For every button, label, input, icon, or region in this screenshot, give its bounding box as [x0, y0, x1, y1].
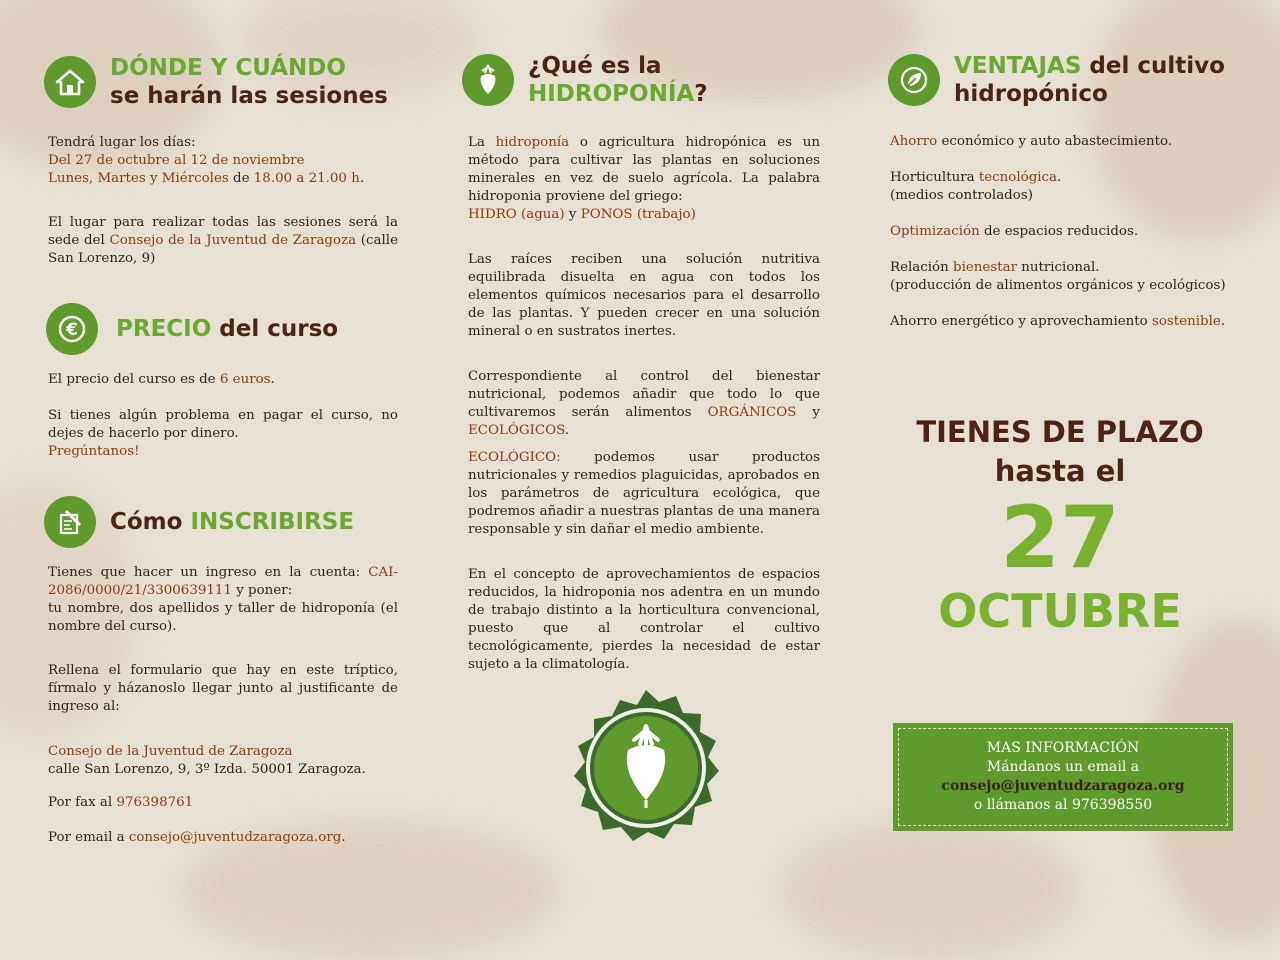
hid-p5: En el concepto de aprovechamientos de espacios reducidos, la hidroponia nos adentra en un mundo de trabajo distinto a la horticultura convencional, puesto que al controlar el cultivo tecnológicamente, pierdes la necesidad de estar sujeto a la climatología. [468, 567, 820, 672]
inscribirse-form [48, 662, 398, 716]
hid-ponos: PONOS (trabajo) [580, 207, 696, 222]
donde-place-org: Consejo de la Juventud de Zaragoza [109, 233, 357, 248]
v2-d: (medios controlados) [890, 188, 1033, 203]
precio-title-b: del curso [211, 316, 339, 342]
hid-p1-a: La [468, 135, 496, 150]
inscribirse-account [48, 564, 398, 636]
ventajas-heading [888, 52, 1225, 108]
hidroponia-ecologico [468, 449, 820, 539]
v5-b: sostenible [1152, 314, 1221, 329]
insc-p1-a: Tienes que hacer un ingreso en la cuenta: [48, 565, 369, 580]
insc-p1-d: tu nombre, dos apellidos y taller de hidroponía (el nombre del curso). [48, 601, 398, 634]
precio-p1-a: El precio del curso es de [48, 372, 220, 387]
hid-p3-e: . [564, 423, 570, 438]
hid-y: y [564, 207, 581, 222]
inscribirse-email [48, 829, 398, 847]
ventaja-3 [890, 223, 1230, 241]
donde-title-a: DÓNDE Y CUÁNDO [110, 55, 346, 81]
insc-p2: Rellena el formulario que hay en este tríptico, fírmalo y házanoslo llegar junto al justificante de ingreso al: [48, 663, 398, 714]
v3-b: de espacios reducidos. [979, 224, 1139, 239]
v4-b: bienestar [953, 260, 1017, 275]
info-phone: o llámanos al 976398550 [973, 797, 1153, 813]
email-link[interactable]: consejo@juventudzaragoza.org [128, 830, 342, 845]
info-email[interactable]: consejo@juventudzaragoza.org [941, 778, 1185, 794]
v1-b: económico y auto abastecimiento. [937, 134, 1173, 149]
radish-icon [462, 54, 514, 106]
ventaja-5 [890, 313, 1230, 331]
inscribirse-address [48, 743, 398, 779]
precio-help-text: Si tienes algún problema en pagar el curso, no dejes de hacerlo por dinero. [48, 408, 398, 441]
hid-p2: Las raíces reciben una solución nutritiva equilibrada disuelta en agua con todos los elementos químicos necesarios para el desarrollo de las plantas. Y pueden crecer en una solución mineral o en sustratos inertes. [468, 252, 820, 339]
hidroponia-title-b: HIDROPONÍA [528, 81, 695, 107]
precio-heading [46, 303, 338, 355]
donde-hours: 18.00 a 21.00 h [253, 171, 360, 186]
ventaja-1 [890, 133, 1230, 151]
house-icon [44, 56, 96, 108]
hidroponia-espacios [468, 566, 820, 674]
fax-number: 976398761 [116, 795, 194, 810]
insc-fax-label: Por fax al [48, 795, 117, 810]
donde-place-c: (calle San Lorenzo, 9) [48, 233, 398, 266]
hid-hidro: HIDRO (agua) [468, 207, 565, 222]
deadline-line1: TIENES DE PLAZO [916, 415, 1204, 449]
v5-a: Ahorro energético y aprovechamiento [890, 314, 1152, 329]
v1-a: Ahorro [890, 134, 938, 149]
hidroponia-control [468, 368, 820, 440]
donde-line2: Del 27 de octubre al 12 de noviembre [48, 153, 305, 168]
v4-d: (producción de alimentos orgánicos y ecológicos) [890, 278, 1226, 293]
bank-account: CAI-2086/0000/21/3300639111 [48, 565, 398, 598]
precio-ask: Pregúntanos! [48, 444, 140, 459]
insc-email-label: Por email a [48, 830, 129, 845]
hidroponia-title-c: ? [694, 81, 708, 107]
donde-dates [48, 134, 398, 188]
info-line2: Mándanos un email a [986, 759, 1140, 775]
precio-amount: 6 euros [219, 372, 271, 387]
donde-place-a: El lugar para realizar todas las sesiones será la sede del [48, 215, 398, 248]
precio-title-a: PRECIO [116, 316, 212, 342]
svg-text:€: € [66, 320, 78, 340]
insc-org: Consejo de la Juventud de Zaragoza [48, 744, 293, 759]
inscribirse-fax [48, 794, 398, 812]
hid-organicos: ORGÁNICOS [707, 405, 797, 420]
insc-email-dot: . [341, 830, 346, 845]
inscribirse-title-b: INSCRIBIRSE [190, 509, 355, 535]
ventaja-4 [890, 259, 1230, 295]
donde-title-b: se harán las sesiones [110, 83, 388, 109]
info-box [893, 723, 1233, 831]
donde-heading [44, 54, 388, 110]
ventaja-2 [890, 169, 1230, 205]
inscribirse-title-a: Cómo [110, 509, 191, 535]
insc-street: calle San Lorenzo, 9, 3º Izda. 50001 Zaragoza. [48, 762, 366, 777]
ventajas-title-c: hidropónico [954, 81, 1108, 107]
v2-b: tecnológica [978, 170, 1058, 185]
v5-c: . [1220, 314, 1226, 329]
inscribirse-heading [44, 496, 354, 548]
donde-de: de [228, 171, 254, 186]
signup-form-icon [44, 496, 96, 548]
hid-ecologicos: ECOLÓGICOS [468, 423, 565, 438]
donde-line1: Tendrá lugar los días: [48, 135, 196, 150]
v2-c: . [1057, 170, 1062, 185]
hid-p1-c: o agricultura hidropónica es un método para cultivar las plantas en soluciones minerales en vez de suelo agrícola. La palabra hidroponia proviene del griego: [468, 135, 820, 204]
ventajas-title-b: del cultivo [1081, 53, 1225, 79]
v2-a: Horticultura [890, 170, 979, 185]
precio-text [48, 371, 398, 389]
deadline-line2: hasta el [994, 454, 1126, 488]
leaf-icon [888, 54, 940, 106]
insc-p1-c: y poner: [231, 583, 293, 598]
v3-a: Optimización [890, 224, 980, 239]
euro-icon [46, 303, 98, 355]
precio-p1-c: . [270, 372, 275, 387]
hid-eco-label: ECOLÓGICO: [468, 450, 561, 465]
radish-badge-icon [564, 688, 728, 852]
hid-p4-b: podemos usar productos nutricionales y remedios plaguicidas, aprobados en los parámetros de agricultura ecológica, que podremos añadir a nuestras plantas de una manera responsable y sin dañar el medio ambiente. [468, 450, 820, 537]
donde-dot: . [359, 171, 365, 186]
donde-place [48, 214, 398, 268]
hidroponia-heading [462, 52, 708, 108]
hid-word: hidroponía [495, 135, 570, 150]
v4-c: nutricional. [1016, 260, 1100, 275]
hidroponia-def [468, 134, 820, 224]
hid-p3-c: y [796, 405, 820, 420]
info-title: MAS INFORMACIÓN [986, 740, 1140, 756]
precio-help [48, 407, 398, 461]
deadline-day: 27 [1000, 488, 1120, 588]
hidroponia-roots [468, 251, 820, 341]
deadline-month: OCTUBRE [938, 584, 1182, 638]
hidroponia-title-a: ¿Qué es la [528, 53, 662, 79]
v4-a: Relación [890, 260, 953, 275]
hid-p3-a: Correspondiente al control del bienestar nutricional, podemos añadir que todo lo que cultivaremos serán alimentos [468, 369, 820, 420]
ventajas-title-a: VENTAJAS [954, 53, 1082, 79]
donde-days: Lunes, Martes y Miércoles [48, 171, 229, 186]
